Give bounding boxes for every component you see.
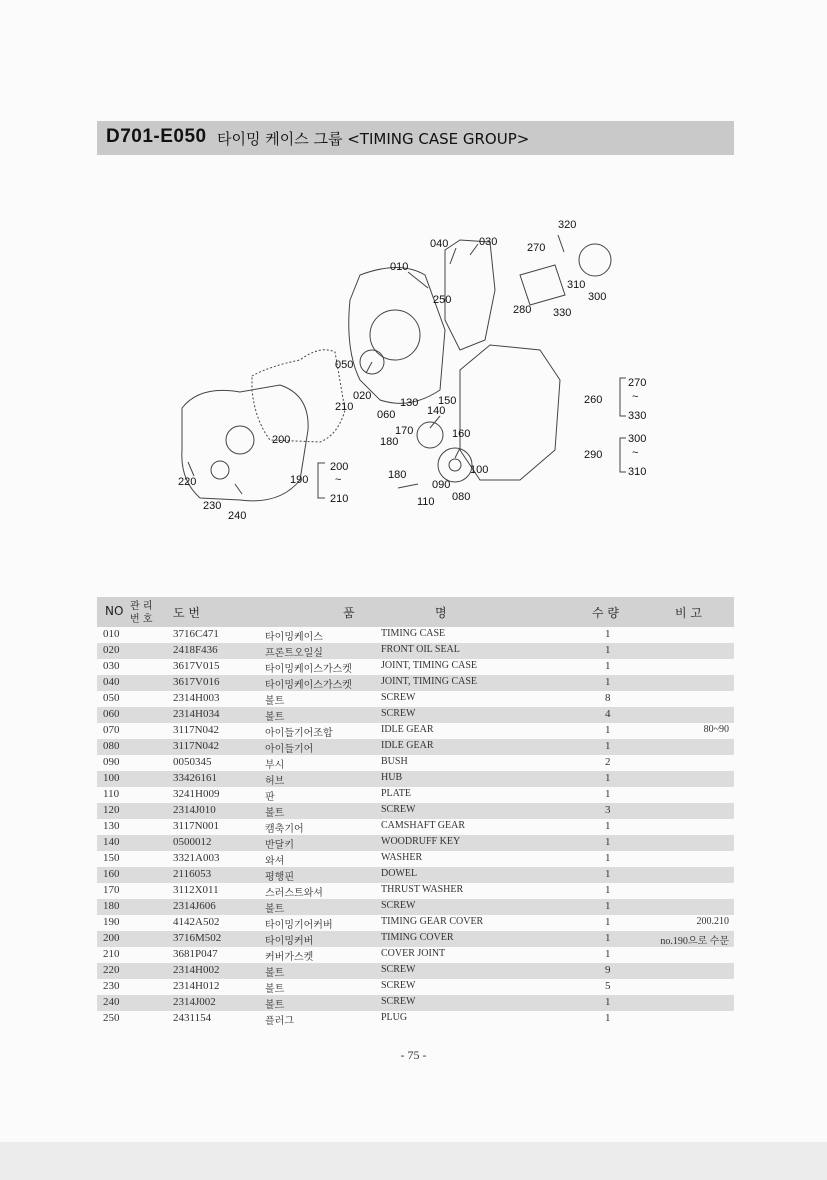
engine-block (460, 345, 560, 480)
camshaft-gear-part (417, 422, 443, 448)
cell-no: 040 (103, 676, 120, 688)
cell-english-name: TIMING COVER (381, 932, 454, 943)
cell-korean-name: 판 (265, 792, 275, 803)
bolt (398, 484, 418, 488)
leader-line (470, 244, 478, 255)
table-row (97, 707, 734, 723)
cell-qty: 1 (605, 836, 611, 848)
cell-qty: 1 (605, 772, 611, 784)
cell-qty: 1 (605, 644, 611, 656)
cell-no: 230 (103, 980, 120, 992)
cell-english-name: SCREW (381, 708, 416, 719)
callout-180: 180 (380, 436, 399, 448)
cell-drawing-no: 0500012 (173, 836, 212, 848)
cell-korean-name: 볼트 (265, 808, 285, 819)
callout-310: 310 (567, 279, 586, 291)
cell-english-name: IDLE GEAR (381, 740, 434, 751)
cell-remarks: 200.210 (696, 916, 729, 927)
table-row (97, 835, 734, 851)
callout-100: 100 (470, 464, 489, 476)
table-row (97, 659, 734, 675)
callout-300b: 300 (628, 433, 647, 445)
callout-210b: 210 (330, 493, 349, 505)
cell-qty: 2 (605, 756, 611, 768)
callout-200: 200 (272, 434, 291, 446)
callout-190: 190 (290, 474, 309, 486)
cell-korean-name: 캠축기어 (265, 824, 304, 835)
table-row (97, 787, 734, 803)
cell-no: 140 (103, 836, 120, 848)
callout-290: 290 (584, 449, 603, 461)
pump-pulley-part (579, 244, 611, 276)
cell-qty: 8 (605, 692, 611, 704)
header-mgmt-line2: 번 호 (130, 614, 153, 625)
cell-drawing-no: 4142A502 (173, 916, 220, 928)
group-code: D701-E050 (106, 126, 207, 147)
timing-case-bore (370, 310, 420, 360)
cell-english-name: WASHER (381, 852, 423, 863)
cell-korean-name: 부시 (265, 760, 285, 771)
cell-qty: 1 (605, 916, 611, 928)
cell-no: 240 (103, 996, 120, 1008)
callout-210: 210 (335, 401, 354, 413)
timing-case-part (349, 268, 445, 404)
cell-english-name: PLUG (381, 1012, 408, 1023)
header-drawing-no: 도 번 (173, 606, 200, 620)
cell-no: 080 (103, 740, 120, 752)
cell-korean-name: 타이밍기어커버 (265, 920, 333, 931)
leader-line (450, 248, 456, 264)
bracket-290 (620, 438, 626, 472)
cell-qty: 1 (605, 868, 611, 880)
table-row (97, 851, 734, 867)
cell-korean-name: 볼트 (265, 904, 285, 915)
callout-020: 020 (353, 390, 372, 402)
cell-drawing-no: 3117N042 (173, 724, 220, 736)
callout-330: 330 (553, 307, 572, 319)
exploded-parts-diagram (160, 180, 680, 530)
cell-korean-name: 평행핀 (265, 872, 294, 883)
cell-korean-name: 허브 (265, 776, 285, 787)
table-row (97, 771, 734, 787)
cell-qty: 3 (605, 804, 611, 816)
cell-korean-name: 볼트 (265, 696, 285, 707)
cell-qty: 1 (605, 724, 611, 736)
cell-qty: 9 (605, 964, 611, 976)
table-row (97, 995, 734, 1011)
table-row (97, 691, 734, 707)
table-row (97, 883, 734, 899)
header-mgmt-line1: 관 리 (130, 601, 153, 612)
callout-130: 130 (400, 397, 419, 409)
callout-270b: 270 (628, 377, 647, 389)
cell-drawing-no: 3321A003 (173, 852, 220, 864)
table-row (97, 963, 734, 979)
cell-korean-name: 타이밍케이스가스켓 (265, 680, 352, 691)
cell-korean-name: 볼트 (265, 712, 285, 723)
cell-drawing-no: 2418F436 (173, 644, 218, 656)
cell-english-name: BUSH (381, 756, 408, 767)
table-row (97, 723, 734, 739)
callout-080: 080 (452, 491, 471, 503)
callout-220: 220 (178, 476, 197, 488)
callout-270: 270 (527, 242, 546, 254)
cell-english-name: SCREW (381, 964, 416, 975)
cell-drawing-no: 3716M502 (173, 932, 222, 944)
cell-english-name: CAMSHAFT GEAR (381, 820, 465, 831)
parts-table-body (97, 627, 734, 1027)
cell-no: 130 (103, 820, 120, 832)
table-row (97, 979, 734, 995)
cell-no: 120 (103, 804, 120, 816)
callout-200b: 200 (330, 461, 349, 473)
callout-tilde: ~ (632, 391, 639, 403)
cell-no: 170 (103, 884, 120, 896)
cell-qty: 1 (605, 628, 611, 640)
cell-korean-name: 아이들기어 (265, 744, 314, 755)
cell-english-name: SCREW (381, 692, 416, 703)
bracket-260 (620, 378, 626, 416)
cell-drawing-no: 3716C471 (173, 628, 219, 640)
hub-part (449, 459, 461, 471)
cell-english-name: SCREW (381, 996, 416, 1007)
header-item: 품 (343, 606, 355, 620)
cell-korean-name: 아이들기어조합 (265, 728, 333, 739)
header-no: NO (105, 604, 124, 618)
cell-drawing-no: 2314H034 (173, 708, 220, 720)
cell-qty: 1 (605, 884, 611, 896)
cell-english-name: DOWEL (381, 868, 418, 879)
cell-qty: 1 (605, 996, 611, 1008)
cell-qty: 5 (605, 980, 611, 992)
cell-korean-name: 타이밍케이스가스켓 (265, 664, 352, 675)
cell-no: 110 (103, 788, 120, 800)
callout-110: 110 (417, 496, 435, 508)
callout-010: 010 (390, 261, 409, 273)
callout-260: 260 (584, 394, 603, 406)
cell-qty: 1 (605, 740, 611, 752)
bolt (188, 462, 194, 476)
header-name: 명 (435, 606, 447, 620)
page-number: - 75 - (400, 1048, 427, 1062)
callout-280: 280 (513, 304, 532, 316)
callout-060: 060 (377, 409, 396, 421)
table-row (97, 675, 734, 691)
cell-qty: 1 (605, 852, 611, 864)
cell-no: 050 (103, 692, 120, 704)
cell-drawing-no: 3241H009 (173, 788, 220, 800)
callout-tilde: ~ (632, 447, 639, 459)
cell-qty: 1 (605, 788, 611, 800)
table-row (97, 643, 734, 659)
cell-drawing-no: 3681P047 (173, 948, 218, 960)
cell-drawing-no: 2431154 (173, 1012, 212, 1024)
callout-030: 030 (479, 236, 498, 248)
cell-english-name: JOINT, TIMING CASE (381, 660, 478, 671)
cell-english-name: WOODRUFF KEY (381, 836, 461, 847)
cell-english-name: PLATE (381, 788, 411, 799)
cell-korean-name: 반달키 (265, 840, 294, 851)
cell-qty: 1 (605, 820, 611, 832)
cell-korean-name: 스러스트와셔 (265, 888, 323, 899)
callout-240: 240 (228, 510, 247, 522)
callout-040: 040 (430, 238, 449, 250)
cell-no: 250 (103, 1012, 120, 1024)
cell-remarks: no.190으로 수문 (660, 936, 729, 947)
cell-qty: 1 (605, 932, 611, 944)
cell-korean-name: 볼트 (265, 984, 285, 995)
cell-drawing-no: 2314J606 (173, 900, 216, 912)
callout-170: 170 (395, 425, 414, 437)
cell-remarks: 80~90 (703, 724, 729, 735)
callout-320: 320 (558, 219, 577, 231)
cell-english-name: TIMING CASE (381, 628, 446, 639)
cell-drawing-no: 3112X011 (173, 884, 219, 896)
table-row (97, 819, 734, 835)
bracket-190 (318, 463, 325, 498)
cell-no: 090 (103, 756, 120, 768)
cell-no: 210 (103, 948, 120, 960)
cell-drawing-no: 3617V016 (173, 676, 220, 688)
leader-line (455, 448, 460, 458)
cell-korean-name: 프론트오일실 (265, 648, 323, 659)
cell-drawing-no: 2116053 (173, 868, 212, 880)
cell-drawing-no: 3617V015 (173, 660, 220, 672)
cell-no: 030 (103, 660, 120, 672)
header-remarks: 비 고 (675, 606, 702, 620)
cell-drawing-no: 2314J010 (173, 804, 216, 816)
cell-english-name: JOINT, TIMING CASE (381, 676, 478, 687)
group-title: 타이밍 케이스 그룹 <TIMING CASE GROUP> (217, 130, 530, 148)
idle-gear-part (438, 448, 472, 482)
cell-drawing-no: 0050345 (173, 756, 212, 768)
table-row (97, 739, 734, 755)
callout-230: 230 (203, 500, 222, 512)
header-qty: 수 량 (592, 606, 619, 620)
cell-drawing-no: 2314J002 (173, 996, 216, 1008)
callout-150: 150 (438, 395, 457, 407)
callout-090: 090 (432, 479, 451, 491)
pump-housing-part (520, 265, 565, 305)
cell-korean-name: 볼트 (265, 1000, 285, 1011)
callout-310b: 310 (628, 466, 647, 478)
table-row (97, 931, 734, 947)
cell-english-name: HUB (381, 772, 403, 783)
cell-no: 180 (103, 900, 120, 912)
table-row (97, 755, 734, 771)
table-row (97, 915, 734, 931)
cell-drawing-no: 2314H012 (173, 980, 220, 992)
cell-english-name: THRUST WASHER (381, 884, 464, 895)
cover-hole (226, 426, 254, 454)
cell-no: 160 (103, 868, 120, 880)
callout-tilde: ~ (335, 474, 342, 486)
cell-korean-name: 와셔 (265, 856, 285, 867)
cell-english-name: SCREW (381, 980, 416, 991)
callout-050: 050 (335, 359, 354, 371)
parts-table-header (97, 597, 734, 627)
cell-english-name: FRONT OIL SEAL (381, 644, 460, 655)
callout-140: 140 (427, 405, 446, 417)
page-bottom-band (0, 1142, 827, 1180)
cell-drawing-no: 3117N001 (173, 820, 220, 832)
callout-250: 250 (433, 294, 452, 306)
cell-no: 070 (103, 724, 120, 736)
cell-no: 200 (103, 932, 120, 944)
bolt (558, 235, 564, 252)
table-row (97, 947, 734, 963)
cell-english-name: TIMING GEAR COVER (381, 916, 484, 927)
cover-hole (211, 461, 229, 479)
group-title-bar (97, 121, 734, 155)
cell-english-name: IDLE GEAR (381, 724, 434, 735)
table-row (97, 1011, 734, 1027)
cell-no: 020 (103, 644, 120, 656)
cell-korean-name: 커버가스켓 (265, 952, 314, 963)
cell-no: 010 (103, 628, 120, 640)
callout-300: 300 (588, 291, 607, 303)
cell-qty: 4 (605, 708, 611, 720)
cell-qty: 1 (605, 1012, 611, 1024)
bolt (235, 484, 242, 494)
leader-line (366, 362, 372, 373)
callout-330b: 330 (628, 410, 647, 422)
cell-drawing-no: 33426161 (173, 772, 217, 784)
cell-drawing-no: 2314H002 (173, 964, 220, 976)
cell-qty: 1 (605, 948, 611, 960)
cell-qty: 1 (605, 676, 611, 688)
cell-english-name: SCREW (381, 804, 416, 815)
cell-no: 150 (103, 852, 120, 864)
cell-english-name: SCREW (381, 900, 416, 911)
cell-no: 060 (103, 708, 120, 720)
table-row (97, 627, 734, 643)
table-row (97, 899, 734, 915)
table-row (97, 867, 734, 883)
cell-english-name: COVER JOINT (381, 948, 446, 959)
cell-korean-name: 플러그 (265, 1016, 294, 1027)
cell-qty: 1 (605, 900, 611, 912)
cell-korean-name: 타이밍케이스 (265, 632, 323, 643)
cell-korean-name: 볼트 (265, 968, 285, 979)
cell-qty: 1 (605, 660, 611, 672)
callout-180b: 180 (388, 469, 407, 481)
cell-drawing-no: 3117N042 (173, 740, 220, 752)
cell-korean-name: 타이밍커버 (265, 936, 314, 947)
table-row (97, 803, 734, 819)
cell-drawing-no: 2314H003 (173, 692, 220, 704)
cell-no: 100 (103, 772, 120, 784)
cell-no: 190 (103, 916, 120, 928)
cell-no: 220 (103, 964, 120, 976)
leader-line (408, 272, 428, 288)
callout-160: 160 (452, 428, 471, 440)
